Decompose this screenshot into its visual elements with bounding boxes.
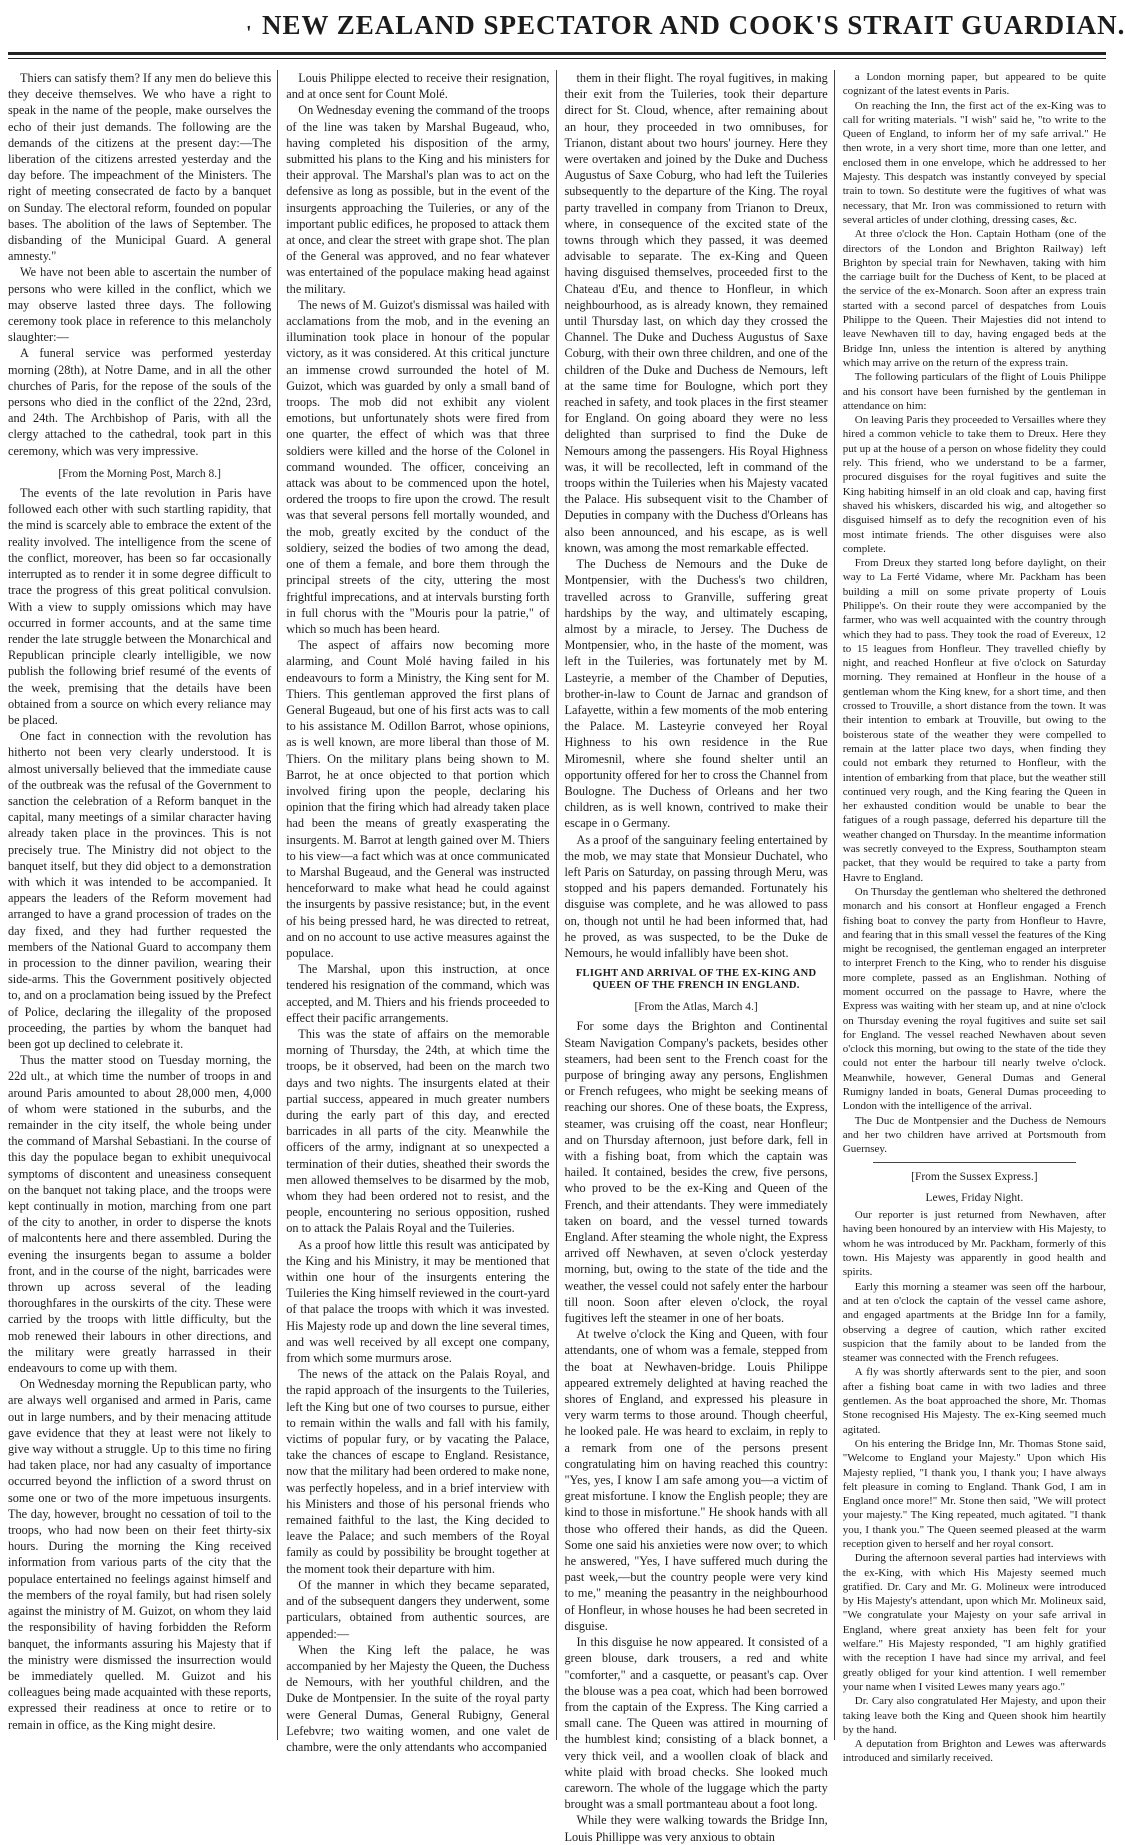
article-paragraph: During the afternoon several parties had interviews with the ex-King, with which His Majesty seemed much gratified. Dr. Cary and Mr. G. Molineux were introduced by His Majesty's attendant, upon which Mr. Molineux said, "We congratulate your Majesty on your safe arrival in England, where great anxiety has been felt for your welfare." His Majesty responded, "I am highly gratified with the reception I have had since my arrival, and feel greatly obliged for your kind attention. I well remember your name when I visited Lewes many years ago." [842, 1552, 1106, 1693]
article-paragraph: a London morning paper, but appeared to be quite cognizant of the latest events in Paris. [842, 71, 1106, 98]
source-credit: [From the Sussex Express.] [911, 1170, 1038, 1183]
article-paragraph: In this disguise he now appeared. It consisted of a green blouse, dark trousers, a red and white "comforter," and a casquette, or peasant's cap. Over the blouse was a pea coat, which had been borrowed from the captain of the Express. The King carried a small cane. The Queen was attired in mourning of the humblest kind; consisting of a black bonnet, a very thick veil, and a woollen cloak of black and white plaid with broad checks. She looked much careworn. The whole of the luggage which the party brought was a small portmanteau about a foot long. [564, 1635, 828, 1812]
article-paragraph: From Dreux they started long before daylight, on their way to La Ferté Vidame, where Mr. Packham has been building a mill on some private property of Louis Philippe's. On their route they were accompanied by the farmer, who was well acquainted with the country through which they had to pass. They took the road of Evereux, 12 to 15 leagues from Honfleur. They travelled chiefly by night, and reached Honfleur at five o'clock on Saturday morning. They remained at Honfleur in the house of a gentleman whom the King knew, for a short time, and then crossed to Trouville, a short distance from the town. It was their intention to embark at Trouville, but owing to the boisterous state of the weather they were compelled to remain at the latter place two days, when finding they could not embark they returned to Honfleur, with the intention of embarking from that place, but the weather still continued very rough, and the King fearing the Queen in her exhausted condition would be unable to bear the fatigues of a rough passage, deferred his departure till the weather changed on Thursday. In the meantime information was secretly conveyed to the Express, Southampton steam packet, that they would be required to take a party from Havre to England. [842, 557, 1106, 884]
article-paragraph: A fly was shortly afterwards sent to the pier, and soon after a fishing boat came in with two ladies and three gentlemen. As the boat approached the shore, Mr. Thomas Stone recognised His Majesty. The ex-King seemed much agitated. [842, 1366, 1106, 1436]
article-paragraph: On Thursday the gentleman who sheltered the dethroned monarch and his consort at Honfleur engaged a French fishing boat to convey the party from Honfleur to Havre, and fearing that in this small vessel the features of the King might be recognised, the gentleman engaged an interpreter to interpret French to the King, who to render his disguise more complete, passed as an Englishman. Nothing of moment occurred on the passage to Havre, where the Express was waiting with her steam up, and at nine o'clock on Thursday evening the royal fugitives and suite set sail for England. The vessel reached Newhaven about seven o'clock this morning, but owing to the state of the tide they could not enter the harbour till nearly twelve o'clock. Meanwhile, however, General Dumas and General Rumigny landed in boats, General Dumas proceeding to London with the intelligence of the arrival. [842, 885, 1106, 1113]
article-paragraph: The news of the attack on the Palais Royal, and the rapid approach of the insurgents to the Tuileries, left the King but one of two courses to pursue, either to remain within the walls and fall with his family, victims of popular fury, or by vacating the Palace, take the chances of escape to England. Resistance, now that the military had been ordered to make none, was perfectly hopeless, and in a brief interview with his Ministers and those of his personal friends who remained faithful to the last, the King decided to leave the Palace; and such members of the Royal family as could by possibility be brought together at the moment took their departure with him. [286, 1367, 550, 1576]
article-paragraph: As a proof how little this result was anticipated by the King and his Ministry, it may be mentioned that within one hour of the insurgents entering the Tuileries the King himself reviewed in the court-yard of that palace the troops with which it was invested. His Majesty rode up and down the line several times, and was well received by all except one company, from which some murmurs arose. [286, 1237, 550, 1366]
article-paragraph: On Wednesday evening the command of the troops of the line was taken by Marshal Bugeaud, who, having completed his disposition of the army, submitted his plans to the King and his ministers for their approval. The Marshal's plan was to act on the defensive as long as possible, but in the event of the insurgents approaching the Tuileries, or any of the important public edifices, he proposed to attack them at once, and clear the street with grape shot. The plan of the General was approved, and no fear whatever was entertained of the populace making head against the military. [286, 103, 550, 296]
source-credit: [From the Atlas, March 4.] [634, 1001, 758, 1014]
masthead-thick-rule [8, 52, 1106, 55]
article-columns [8, 70, 1106, 1844]
article-paragraph: As a proof of the sanguinary feeling entertained by the mob, we may state that Monsieur Duchatel, who left Paris on Saturday, on passing through Meru, was stopped and his papers demanded. Fortunately his disguise was complete, and he was allowed to pass on, though not until he had been informed that, had he proved, as was suspected, to be the Duke de Nemours, he would infallibly have been shot. [564, 832, 828, 960]
article-paragraph: A deputation from Brighton and Lewes was afterwards introduced and similarly received. [842, 1738, 1106, 1765]
masthead [0, 0, 1125, 70]
article-paragraph: On reaching the Inn, the first act of the ex-King was to call for writing materials. "I wish" said he, "to write to the Queen of England, to inform her of my safe arrival." He then wrote, in a very short time, more than one letter, and enclosed them in one envelope, which he addressed to her Majesty. This despatch was instantly conveyed by special train to town. So destitute were the fugitives of what was necessary, that Mr. Iron was commissioned to return with several articles of under clothing, dressing cases, &c. [842, 99, 1106, 226]
article-paragraph: While they were walking towards the Bridge Inn, Louis Phillippe was very anxious to obtain [564, 1813, 828, 1844]
column-3 [564, 70, 835, 1844]
source-credit: Lewes, Friday Night. [925, 1191, 1024, 1204]
article-paragraph: A funeral service was performed yesterday morning (28th), at Notre Dame, and in all the other churches of Paris, for the repose of the souls of the persons who died in the conflict of the 22nd, 23rd, and 24th. The Archbishop of Paris, with all the clergy attached to the cathedral, took part in this ceremony, which was very impressive. [8, 346, 272, 458]
masthead-mark: ' [246, 22, 252, 44]
article-paragraph: Thiers can satisfy them? If any men do believe this they deceive themselves. We who have a right to speak in the name of the people, make ourselves the echo of their just demands. The following are the demands of the citizens at the present day:—The liberation of the citizens arrested yesterday and the day before. The impeachment of the Ministers. The right of meeting consecrated de facto by a banquet on Sunday. The electoral reform, founded on popular bases. The abolition of the laws of September. The disbanding of the Municipal Guard. A general amnesty." [8, 71, 272, 264]
article-paragraph: Thus the matter stood on Tuesday morning, the 22d ult., at which time the number of troops in and around Paris amounted to about 28,000 men, 4,000 of whom were stationed in the suburbs, and the remainder in the city itself, the whole being under the command of Marshal Sebastiani. In the course of this day the populace began to exhibit unequivocal symptoms of discontent and uneasiness consequent on the banquet not taking place, and the troops were kept continually in motion, marching from one part of the city to another, in order to disperse the knots of malcontents here and there assembled. During the evening the insurgents began to assume a bolder front, and in the course of the night, barricades were thrown up across several of the leading thoroughfares in the ourskirts of the city. These were carried by the troops with little difficulty, but the mob renewed their labours in other directions, and the military were greatly harrassed in their endeavours to come up with them. [8, 1053, 272, 1376]
article-paragraph: On leaving Paris they proceeded to Versailles where they hired a common vehicle to take them to Dreux. Here they put up at the house of a person on whose fidelity they could rely. This friend, who we understand to be a farmer, procured disguises for the royal fugitives and suite the King habiting himself in an old cloak and cap, having first shaved his whiskers, discarded his wig, and altogether so disguised himself as to defy the recognition even of his most intimate friends. The other disguises were also complete. [842, 414, 1106, 555]
source-credit: [From the Morning Post, March 8.] [58, 467, 221, 480]
article-paragraph: The news of M. Guizot's dismissal was hailed with acclamations from the mob, and in the evening an illumination took place in honour of the popular victory, as it was considered. At this critical juncture an immense crowd surrounded the hotel of M. Guizot, which was guarded by only a small band of troops. The mob did not exhibit any violent emotions, but unfortunately shots were fired from one quarter, the effect of which was that three soldiers were killed and the horse of the Colonel in command wounded. The officer, conceiving an attack was about to be commenced upon the hotel, ordered the troops to fire upon the crowd. The result was that several persons fell mortally wounded, and the mob, greatly excited by the conduct of the soldiery, seized the bodies of two among the dead, one of them a female, and bore them through the principal streets of the city, uttering the most frightful imprecations, and at intervals bursting forth in full chorus with the "Mouris pour la patrie," of which so much has been heard. [286, 297, 550, 636]
article-paragraph: Of the manner in which they became separated, and of the subsequent dangers they underwent, some particulars, obtained from authentic sources, are appended:— [286, 1577, 550, 1641]
article-paragraph: We have not been able to ascertain the number of persons who were killed in the conflict, which we may observe lasted three days. The following ceremony took place in reference to this melancholy slaughter:— [8, 265, 272, 345]
column-4 [842, 70, 1106, 1765]
article-paragraph: The Duc de Montpensier and the Duchess de Nemours and her two children have arrived at Portsmouth from Guernsey. [842, 1114, 1106, 1156]
article-paragraph: them in their flight. The royal fugitives, in making their exit from the Tuileries, took their departure direct for St. Cloud, whence, after remaining about an hour, they proceeded in two omnibuses, for Trianon, distant about two hours' journey. Here they were overtaken and joined by the Duke and Duchess Augustus of Saxe Coburg, who had left the Tuileries subsequently to the departure of the King. The royal party travelled in company from Trianon to Dreux, where, in consequence of the excited state of the towns through which they passed, it was deemed advisable to separate. The ex-King and Queen having disguised themselves, proceeded first to the Chateau d'Eu, and thence to Honfleur, in which neighbourhood, as is already known, they remained until Thursday last, on which day they crossed the Channel. The Duke and Duchess Augustus of Saxe Coburg, with their own three children, and one of the children of the Duke and Duchess de Nemours, left at the same time for Boulogne, which port they reached in safety, and took places in the first steamer for England. On going aboard they were no less delighted than surprised to find the Duke de Nemours among the passengers. His Royal Highness was, it will be recollected, left in command of the troops within the Tuileries when his Majesty vacated the Palace. His subsequent visit to the Chamber of Deputies in company with the Duchess d'Orleans has also been announced, and his escape, as is well known, was among the most remarkable effected. [564, 71, 828, 555]
article-paragraph: Our reporter is just returned from Newhaven, after having been honoured by an interview with His Majesty, to whom he was introduced by Mr. Packham, formerly of this town. His Majesty was apparently in good health and spirits. [842, 1209, 1106, 1279]
article-paragraph: At three o'clock the Hon. Captain Hotham (one of the directors of the London and Brighton Railway) left Brighton by special train for Newhaven, taking with him the carriage built for the Duchess of Kent, to be placed at the service of the ex-Monarch. Soon after an express train started with a second parcel of despatches from Louis Philippe to the Queen. Their Majesties did not intend to leave Newhaven till to day, having engaged beds at the Bridge Inn, unless the intention is altered by anything which may arrive on the return of the express train. [842, 228, 1106, 369]
article-paragraph: The Duchess de Nemours and the Duke de Montpensier, with the Duchess's two children, travelled across to Granville, suffering great hardships by the way, and ultimately escaping, almost by a miracle, to Jersey. The Duchess de Montpensier, who, in the haste of the moment, was left in the Tuileries, was fortunately met by M. Lasteyrie, a member of the Chamber of Deputies, brother-in-law to Count de Jarnac and grandson of Lafayette, within a few moments of the mob entering the Palace. M. Lasteyrie conveyed her Royal Highness to his own residence in the Rue Miromesnil, where she found shelter until an opportunity offered for her to cross the Channel from Boulogne. The Duchess of Orleans and her two children, as is well known, contrived to make their escape in o Germany. [564, 557, 828, 831]
masthead-thin-rule [8, 58, 1106, 59]
article-paragraph: Early this morning a steamer was seen off the harbour, and at ten o'clock the captain of the vessel came ashore, and engaged apartments at the Bridge Inn for a family, observing a degree of caution, which rather excited suspicion that the family about to be landed from the steamer was connected with the French refugees. [842, 1280, 1106, 1365]
article-paragraph: The aspect of affairs now becoming more alarming, and Count Molé having failed in his endeavours to form a Ministry, the King sent for M. Thiers. This gentleman approved the first plans of General Bugeaud, but one of his first acts was to call to his assistance M. Odillon Barrot, whose opinions, as is well known, are more liberal than those of M. Thiers. On the military plans being shown to M. Barrot, he at once objected to that portion which involved firing upon the people, declaring his opinion that the firing which had already taken place had been the means of greatly exasperating the insurgents. M. Barrot at length gained over M. Thiers to his view—a fact which was at once communicated to Marshal Bugeaud, and the General was instructed henceforward to make what head he could against the insurgents by passive resistance; but, in the event of his being pressed hard, he was directed to retreat, and on no account to use active measures against the populace. [286, 638, 550, 960]
article-paragraph: When the King left the palace, he was accompanied by her Majesty the Queen, the Duchess de Nemours, with her youthful children, and the Duke de Montpensier. In the suite of the royal party were General Dumas, General Rubigny, General Lefebvre; two waiting women, and one valet de chambre, were the only attendants who accompanied [286, 1642, 550, 1754]
article-paragraph: At twelve o'clock the King and Queen, with four attendants, one of whom was a female, stepped from the boat at Newhaven-bridge. Louis Philippe appeared extremely delighted at having reached the shores of England, and expressed his pleasure in very warm terms to those around. Though cheerful, he looked pale. He was heard to exclaim, in reply to a remark from one of the persons present congratulating him on having reached this country: "Yes, yes, I know I am safe among you—a victim of great misfortune. I know the English people; they are kind to those in misfortune." He shook hands with all those who offered their hands, as did the Queen. Some one said his anxieties were now over; to which he answered, "Yes, I have suffered much during the past week,—but the country people were very kind to me," meaning the peasantry in the neighbourhood of Honfleur, in whose houses he had been secreted in disguise. [564, 1327, 828, 1633]
article-paragraph: This was the state of affairs on the memorable morning of Thursday, the 24th, at which time the troops, be it observed, had been on the march two days and two nights. The insurgents elated at their partial success, appeared in much greater numbers during the early part of this day, and erected barricades in all parts of the city. Meanwhile the officers of the army, indignant at so unexpected a termination of their duties, sheathed their swords the men allowed themselves to be disarmed by the mob, whom they had been ordered not to resist, and the people, encountering no serious opposition, rushed on to attack the Palais Royal and the Tuileries. [286, 1026, 550, 1236]
article-paragraph: On his entering the Bridge Inn, Mr. Thomas Stone said, "Welcome to England your Majesty." Upon which His Majesty replied, "I thank you, I thank you; I have always felt pleasure in coming to England. Thank God, I am in England once more!" Mr. Stone then said, "We will protect your majesty." The King repeated, much agitated. "I thank you, I thank you." The Queen seemed pleased at the warm reception given to herself and her royal consort. [842, 1437, 1106, 1550]
section-heading: FLIGHT AND ARRIVAL OF THE EX-KING AND QUEEN OF THE FRENCH IN ENGLAND. [575, 968, 817, 992]
article-paragraph: Dr. Cary also congratulated Her Majesty, and upon their taking leave both the King and Queen shook him heartily by the hand. [842, 1695, 1106, 1736]
article-paragraph: Louis Philippe elected to receive their resignation, and at once sent for Count Molé. [286, 71, 550, 102]
article-paragraph: The Marshal, upon this instruction, at once tendered his resignation of the command, which was accepted, and M. Thiers and his friends proceeded to effect their pacific arrangements. [286, 962, 550, 1025]
article-paragraph: One fact in connection with the revolution has hitherto not been very clearly understood. It is almost universally believed that the immediate cause of the outbreak was the refusal of the Government to sanction the celebration of a Reform banquet in the capital, many meetings of a similar character having already taken place in the provinces. This is not precisely true. The Ministry did not object to the banquet itself, but they did object to a demonstration with which it was intended to be accompanied. It appears the leaders of the Reform movement had arranged to have a grand procession of trades on the day fixed, and they had further requested the members of the National Guard to accompany them in procession to the dinner pavilion, wearing their side-arms. This the Government positively objected to, and on a proclamation being issued by the Prefect of Police, declaring the illegality of the proposed proceeding, the parties by whom the banquet had been got up declined to celebrate it. [8, 729, 272, 1051]
section-divider [873, 1162, 1076, 1163]
column-1 [8, 70, 278, 1740]
article-paragraph: On Wednesday morning the Republican party, who are always well organised and armed in Paris, came out in large numbers, and by their menacing attitude gave evidence that they at least were not likely to give way without a struggle. Up to this time no firing had taken place, nor had any casualty of importance occurred beyond the infliction of a sword thrust on some one or two of the more impetuous insurgents. The day, however, brought no cessation of toil to the troops, who had now been on their feet thirty-six hours. During the morning the King received information from various parts of the city that the populace entertained no feelings against himself and the members of the royal family, but had risen solely against the ministry of M. Guizot, on whom they laid the responsibility of having forbidden the Reform banquet, the informants assuring his Majesty that if the ministry were dismissed the insurrection would be immediately quelled. M. Guizot and his colleagues being made acquainted with these reports, expressed their readiness at once to retire or to remain in office, as the King might desire. [8, 1377, 272, 1732]
article-paragraph: The events of the late revolution in Paris have followed each other with such startling rapidity, that the mind is scarcely able to embrace the extent of the reality involved. The intelligence from the scene of the conflict, moreover, has been so far occasionally interrupted as to render it in some degree difficult to trace the progress of this great political convulsion. With a view to supply omissions which may have occurred in former accounts, and at the same time render the late struggle between the Monarchical and Republican principle clearly intelligible, we now publish the following brief resumé of the events of the week, premising that the details have been obtained from a source on which every reliance may be placed. [8, 486, 272, 727]
article-paragraph: The following particulars of the flight of Louis Philippe and his consort have been furnished by the gentleman in attendance on him: [842, 371, 1106, 412]
newspaper-title: NEW ZEALAND SPECTATOR AND COOK'S STRAIT GUARDIAN. [262, 10, 1125, 40]
column-2 [286, 70, 556, 1754]
article-paragraph: For some days the Brighton and Continental Steam Navigation Company's packets, besides other steamers, had been sent to the French coast for the purpose of bringing away any persons, Englishmen or French refugees, who might be seeking means of reaching our shores. One of these boats, the Express, steamer, was cruising off the coast, near Honfleur; and on Thursday afternoon, just before dark, fell in with a fishing boat, from which the captain was hailed. It contained, besides the crew, five persons, who proved to be the ex-King and Queen of the French, and their attendants. They were immediately taken on board, and the vessel turned towards England. After steaming the whole night, the Express arrived off Newhaven, at seven o'clock yesterday morning, but, owing to the state of the tide and the weather, the vessel could not safely enter the harbour till noon. Soon after eleven o'clock, the royal fugitives left the steamer in one of her boats. [564, 1019, 828, 1326]
